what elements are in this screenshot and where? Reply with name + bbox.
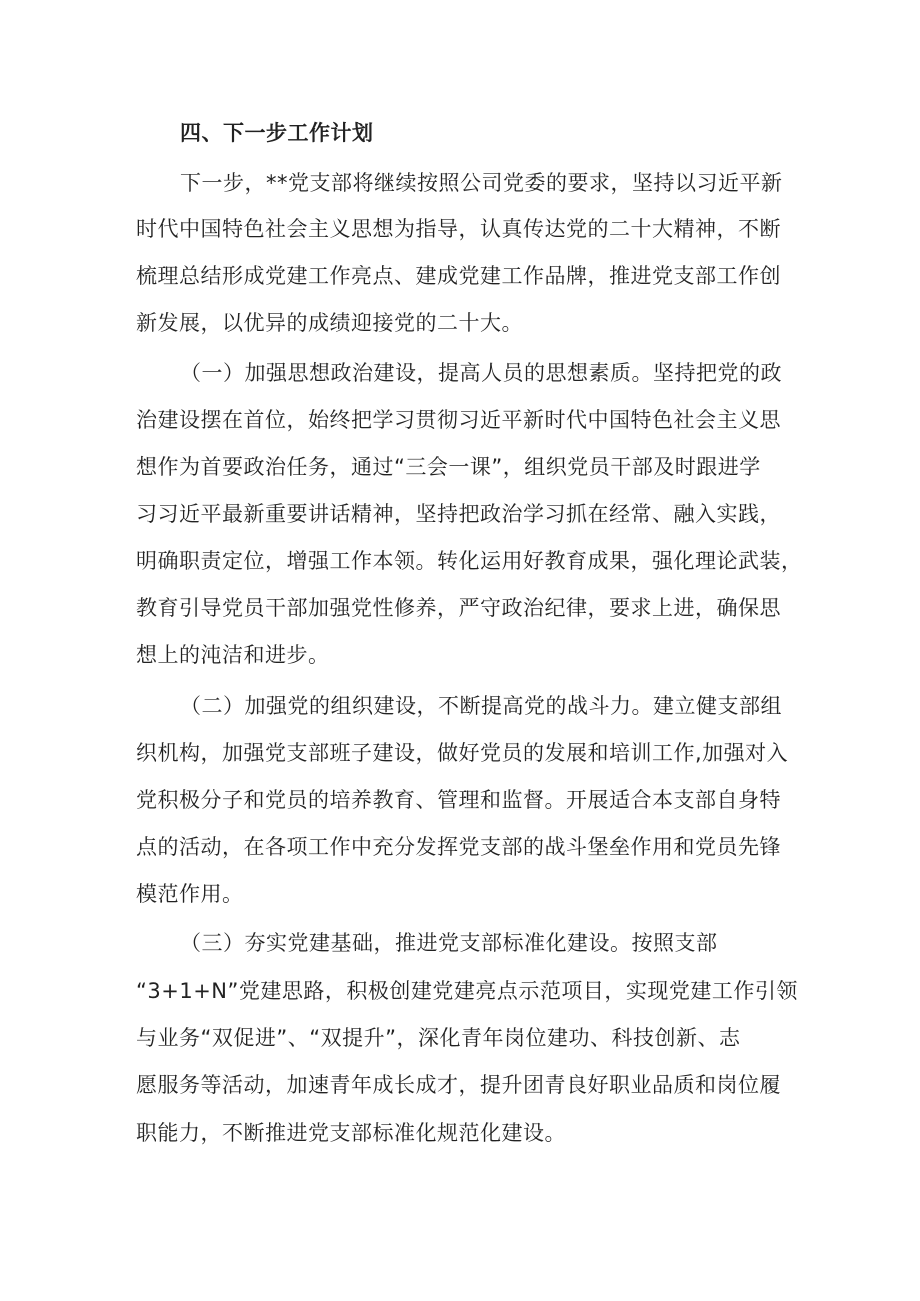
paragraph-1-line-4: 新发展，以优异的成绩迎接党的二十大。: [136, 311, 523, 335]
paragraph-3-line-1: （二）加强党的组织建设，不断提高党的战斗力。建立健支部组: [180, 694, 782, 718]
paragraph-4-line-4: 愿服务等活动，加速青年成长成才，提升团青良好职业品质和岗位履: [136, 1073, 781, 1097]
paragraph-4-line-1: （三）夯实党建基础，推进党支部标准化建设。按照支部: [180, 931, 718, 955]
paragraph-2-line-2: 治建设摆在首位，始终把学习贯彻习近平新时代中国特色社会主义思: [136, 408, 781, 432]
paragraph-2-line-6: 教育引导党员干部加强党性修养，严守政治纪律，要求上进，确保思: [136, 596, 781, 620]
paragraph-4-line-5: 职能力，不断推进党支部标准化规范化建设。: [136, 1121, 566, 1145]
paragraph-2-line-5: 明确职责定位，增强工作本领。转化运用好教育成果，强化理论武装，: [136, 549, 803, 573]
paragraph-3-line-3: 党积极分子和党员的培养教育、管理和监督。开展适合本支部自身特: [136, 788, 781, 812]
paragraph-1-line-3: 梳理总结形成党建工作亮点、建成党建工作品牌，推进党支部工作创: [136, 264, 781, 288]
section-heading: 四、下一步工作计划: [180, 121, 374, 145]
paragraph-1-line-2: 时代中国特色社会主义思想为指导，认真传达党的二十大精神，不断: [136, 217, 781, 241]
paragraph-2-line-4: 习习近平最新重要讲话精神，坚持把政治学习抓在经常、融入实践，: [136, 502, 781, 526]
paragraph-4-line-3: 与业务“双促进”、“双提升”，深化青年岗位建功、科技创新、志: [136, 1026, 741, 1050]
paragraph-1-line-1: 下一步，**党支部将继续按照公司党委的要求，坚持以习近平新: [180, 171, 783, 195]
paragraph-3-line-4: 点的活动，在各项工作中充分发挥党支部的战斗堡垒作用和党员先锋: [136, 835, 781, 859]
paragraph-3-line-5: 模范作用。: [136, 882, 244, 906]
paragraph-4-line-2: “3+1+N”党建思路，积极创建党建亮点示范项目，实现党建工作引领: [136, 979, 798, 1003]
paragraph-3-line-2: 织机构，加强党支部班子建设，做好党员的发展和培训工作,加强对入: [136, 741, 789, 765]
paragraph-2-line-3: 想作为首要政治任务，通过“三会一课”，组织党员干部及时跟进学: [136, 455, 761, 479]
paragraph-2-line-7: 想上的沌洁和进步。: [136, 643, 330, 667]
paragraph-2-line-1: （一）加强思想政治建设，提高人员的思想素质。坚持把党的政: [180, 361, 782, 385]
